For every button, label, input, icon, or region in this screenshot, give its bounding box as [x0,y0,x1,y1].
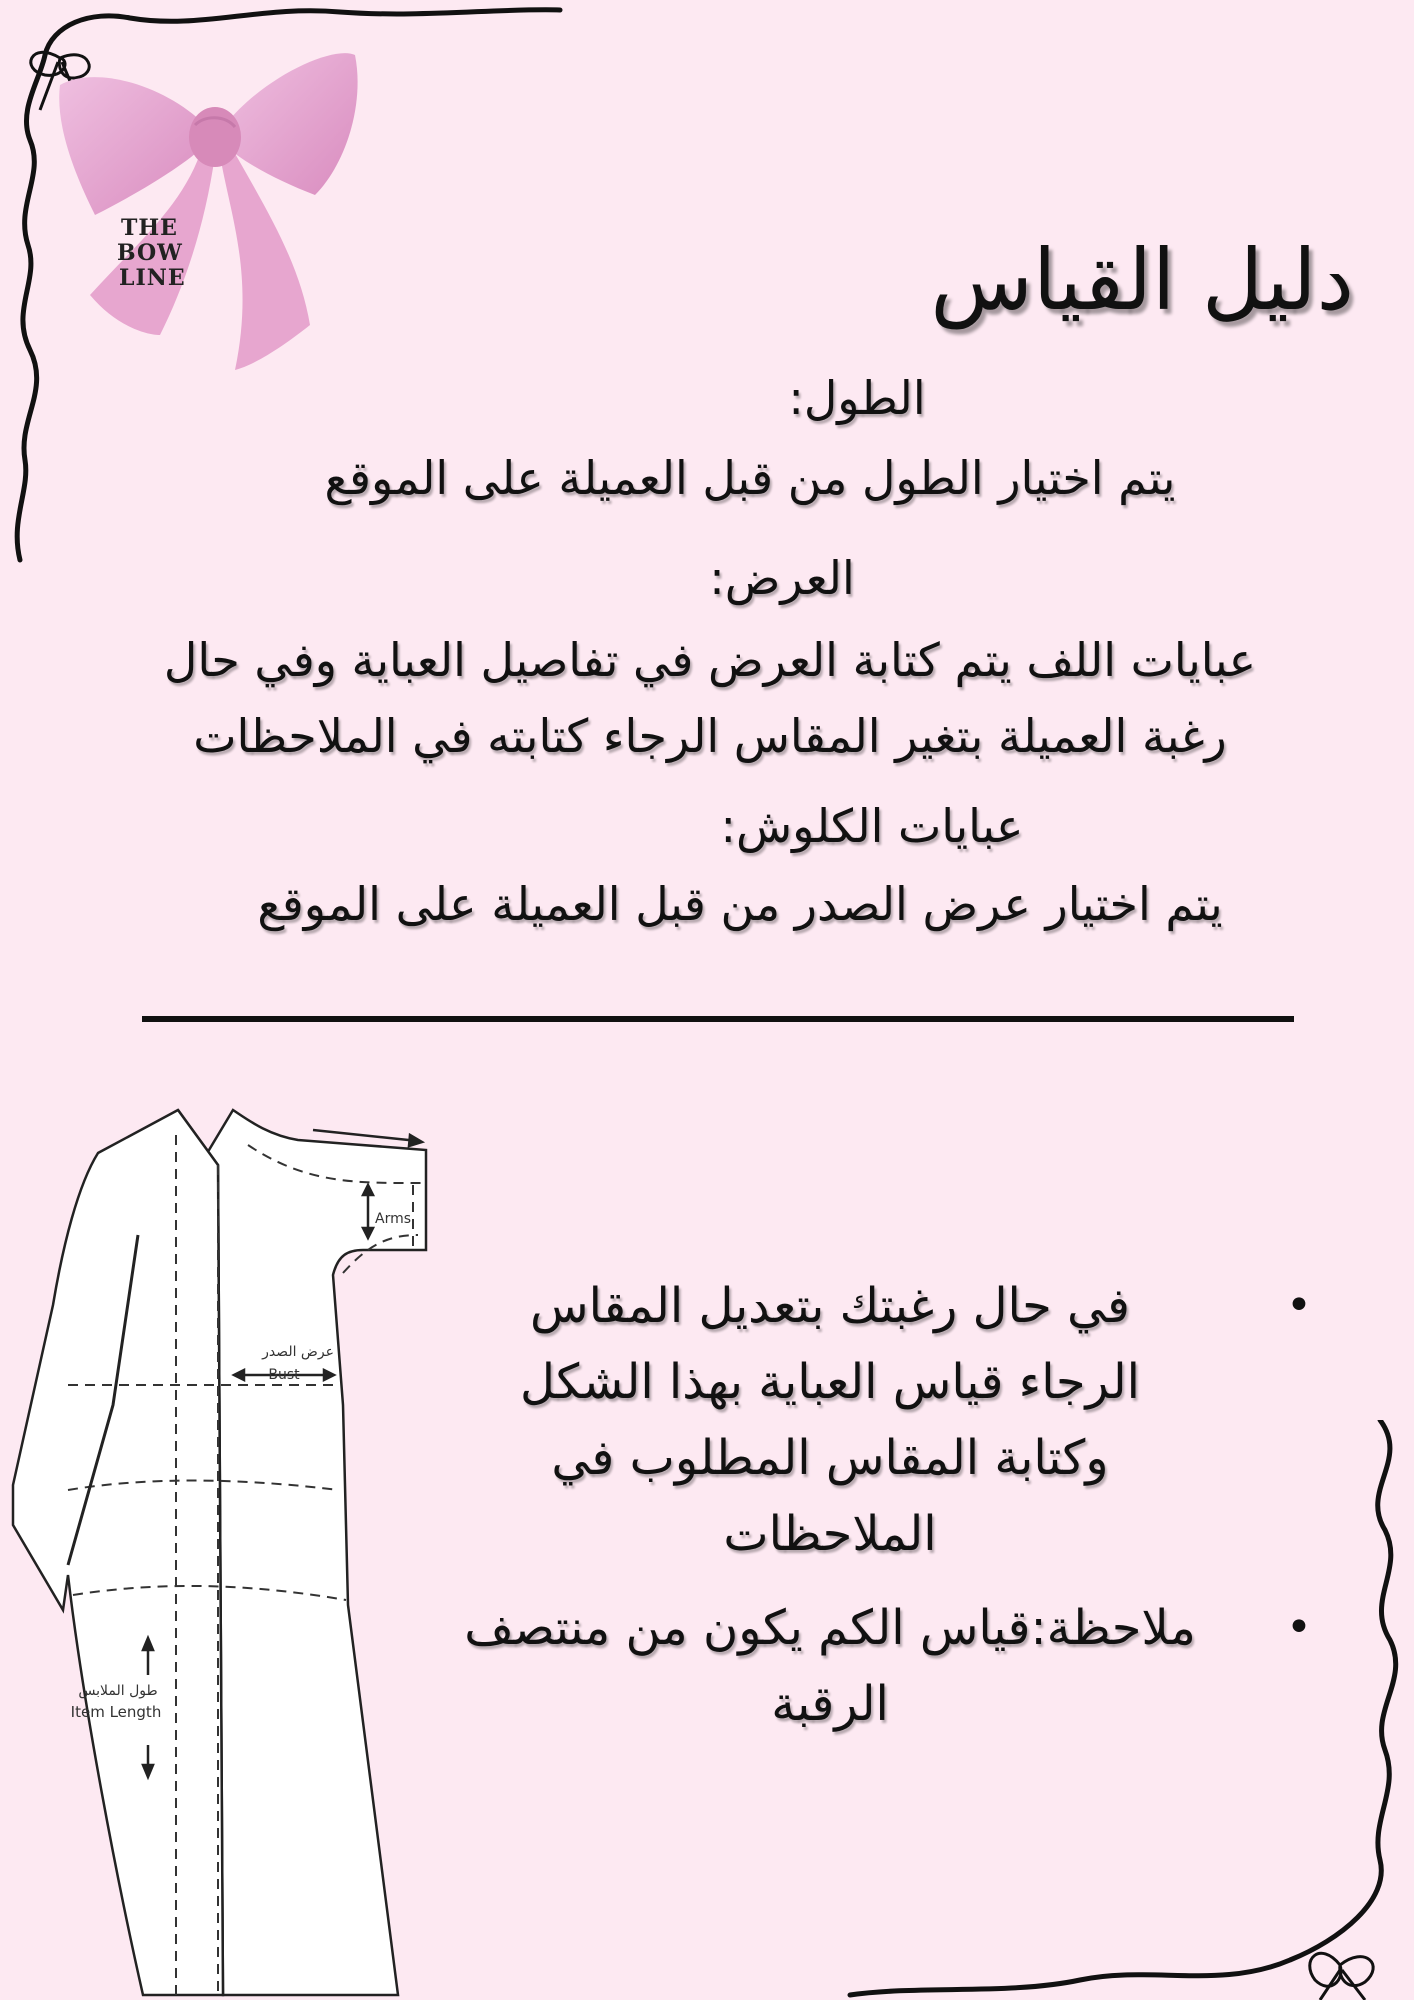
note-item-sleeve [420,1590,1320,1742]
page-title: دليل القياس [930,231,1354,329]
note-line: الملاحظات [723,1506,937,1562]
length-label-en: Item Length [70,1703,162,1721]
width-description [45,622,1375,774]
cloche-heading: عبايات الكلوش: [720,799,1024,853]
note-line: الرقبة [771,1676,889,1732]
note-line: الرجاء قياس العباية بهذا الشكل [520,1354,1140,1410]
note-item-modify-size [420,1268,1320,1572]
width-description-line2: رغبة العميلة بتغير المقاس الرجاء كتابته في الملاحظات [193,709,1227,763]
section-divider [142,1016,1294,1022]
note-line: وكتابة المقاس المطلوب في [551,1430,1109,1486]
length-description: يتم اختيار الطول من قبل العميلة على الموقع [324,451,1176,505]
cloche-description: يتم اختيار عرض الصدر من قبل العميلة على الموقع [257,877,1223,931]
arms-label: Arms [375,1211,412,1227]
width-heading: العرض: [709,551,855,605]
bust-label-en: Bust [268,1367,300,1383]
bullet-icon: • [1286,1602,1312,1653]
bullet-icon: • [1286,1280,1312,1331]
width-description-line1: عبايات اللف يتم كتابة العرض في تفاصيل العباية وفي حال [163,633,1257,687]
note-line: في حال رغبتك بتعديل المقاس [530,1278,1130,1334]
notes-list [420,1268,1320,1760]
bow-icon [55,45,365,375]
length-heading: الطول: [788,371,926,425]
logo-text-line1: THE [121,215,178,241]
note-line: ملاحظة:قياس الكم يكون من منتصف [464,1600,1196,1656]
length-label-ar: طول الملابس [78,1683,158,1699]
logo-text-line2: BOW [117,240,183,266]
logo-text-line3: LINE [119,265,186,291]
brand-logo [55,45,365,375]
bust-label-ar: عرض الصدر [262,1344,334,1360]
